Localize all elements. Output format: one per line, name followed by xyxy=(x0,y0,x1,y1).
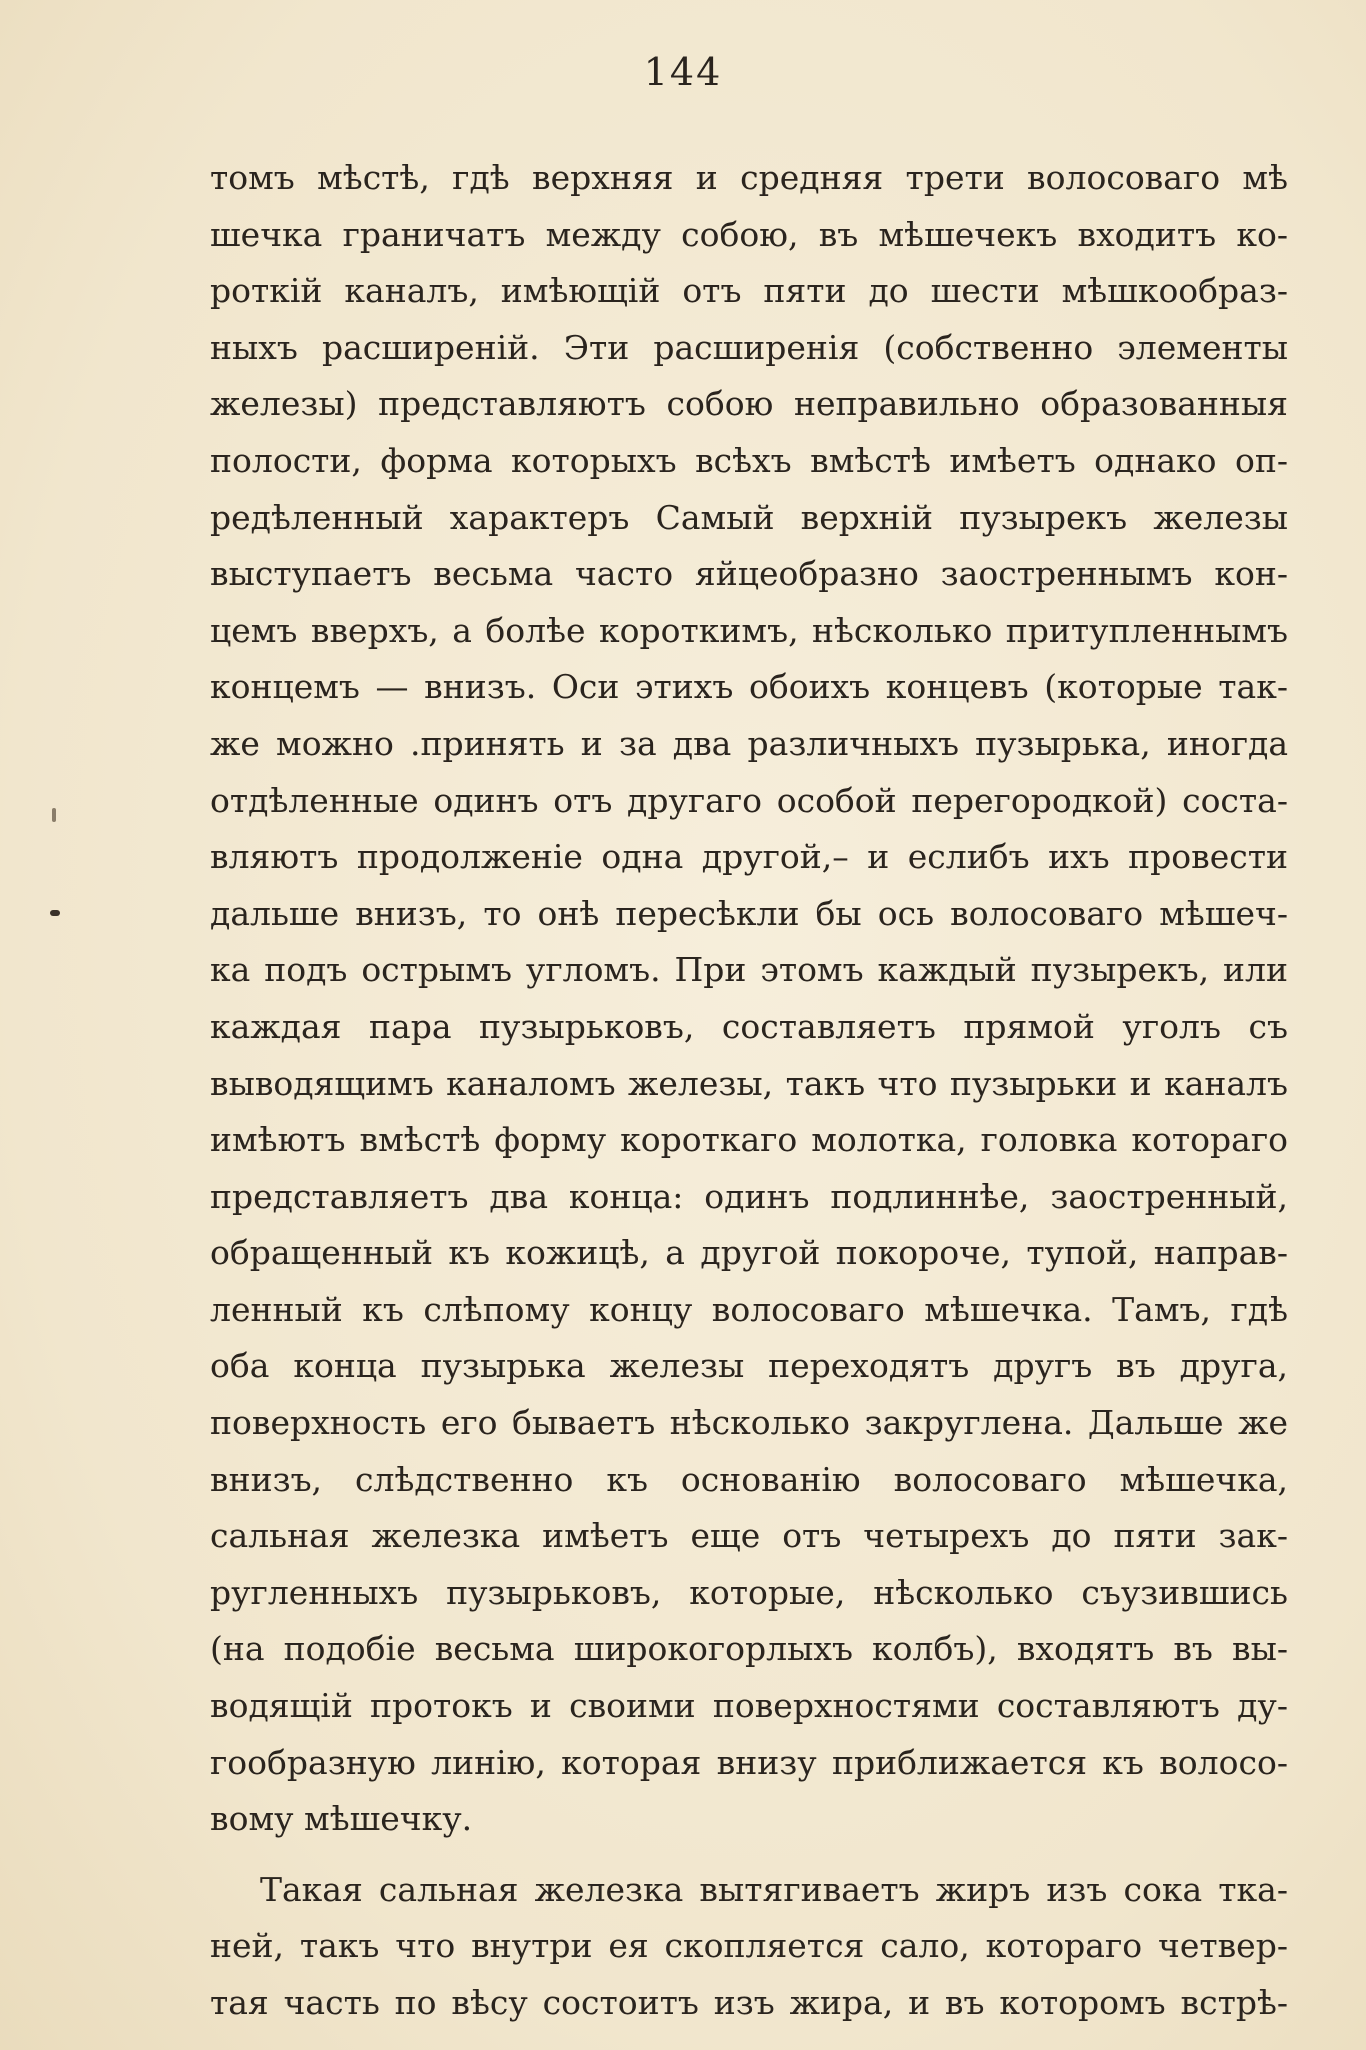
text-line: ка подъ острымъ угломъ. При этомъ каждый пузырекъ, или xyxy=(210,950,1288,990)
text-line: выступаетъ весьма часто яйцеобразно заостреннымъ кон- xyxy=(210,554,1288,594)
text-line: Такая сальная железка вытягиваетъ жиръ изъ сока тка- xyxy=(260,1869,1288,1909)
text-line: ленный къ слѣпому концу волосоваго мѣшечка. Тамъ, гдѣ xyxy=(210,1289,1288,1329)
text-line: вому мѣшечку. xyxy=(210,1799,473,1839)
paragraph xyxy=(210,150,1288,1848)
text-line: вляютъ продолженіе одна другой,– и еслибъ ихъ провести xyxy=(210,837,1288,877)
text-line: оба конца пузырька железы переходятъ другъ въ друга, xyxy=(210,1346,1288,1386)
text-line: (на подобіе весьма широкогорлыхъ колбъ), входятъ въ вы- xyxy=(210,1629,1288,1669)
text-line: внизъ, слѣдственно къ основанію волосоваго мѣшечка, xyxy=(210,1459,1288,1499)
text-line: гообразную линію, которая внизу приближается къ волосо- xyxy=(210,1742,1288,1782)
text-line: ныхъ расширеній. Эти расширенія (собственно элементы xyxy=(210,327,1288,367)
text-line: цемъ вверхъ, а болѣе короткимъ, нѣсколько притупленнымъ xyxy=(210,610,1288,650)
text-line: же можно .принять и за два различныхъ пузырька, иногда xyxy=(210,723,1288,763)
page-number: 144 xyxy=(643,50,723,94)
text-line: сальная железка имѣетъ еще отъ четырехъ до пяти зак- xyxy=(210,1516,1288,1556)
text-line: шечка граничатъ между собою, въ мѣшечекъ входитъ ко- xyxy=(210,214,1288,254)
text-line: тая часть по вѣсу состоитъ изъ жира, и въ которомъ встрѣ- xyxy=(210,1983,1288,2022)
text-line: каждая пара пузырьковъ, составляетъ прямой уголъ съ xyxy=(210,1006,1288,1046)
margin-mark xyxy=(52,808,56,822)
text-line: водящій протокъ и своими поверхностями составляютъ ду- xyxy=(210,1686,1288,1726)
text-line: представляетъ два конца: одинъ подлиннѣе, заостренный, xyxy=(210,1176,1288,1216)
margin-dot xyxy=(50,910,60,916)
body-text xyxy=(210,150,1288,2032)
text-line: железы) представляютъ собою неправильно образованныя xyxy=(210,384,1288,424)
text-line: концемъ — внизъ. Оси этихъ обоихъ концевъ (которые так- xyxy=(210,667,1288,707)
text-line: выводящимъ каналомъ железы, такъ что пузырьки и каналъ xyxy=(210,1063,1288,1103)
text-line: роткій каналъ, имѣющій отъ пяти до шести мѣшкообраз- xyxy=(210,271,1288,311)
text-line: отдѣленные одинъ отъ другаго особой перегородкой) соста- xyxy=(210,780,1288,820)
paragraph xyxy=(210,1862,1288,2032)
text-line: ругленныхъ пузырьковъ, которые, нѣсколько съузившись xyxy=(210,1572,1288,1612)
text-line: имѣютъ вмѣстѣ форму короткаго молотка, головка котораго xyxy=(210,1120,1288,1160)
text-line: дальше внизъ, то онѣ пересѣкли бы ось волосоваго мѣшеч- xyxy=(210,893,1288,933)
text-line: редѣленный характеръ Самый верхній пузырекъ железы xyxy=(210,497,1288,537)
text-line: полости, форма которыхъ всѣхъ вмѣстѣ имѣетъ однако оп- xyxy=(210,440,1288,480)
text-line: обращенный къ кожицѣ, а другой покороче, тупой, направ- xyxy=(210,1233,1288,1273)
text-line: ней, такъ что внутри ея скопляется сало, котораго четвер- xyxy=(210,1926,1288,1966)
text-line: томъ мѣстѣ, гдѣ верхняя и средняя трети волосоваго мѣ xyxy=(210,158,1288,197)
text-line: поверхность его бываетъ нѣсколько закруглена. Дальше же xyxy=(210,1403,1288,1443)
